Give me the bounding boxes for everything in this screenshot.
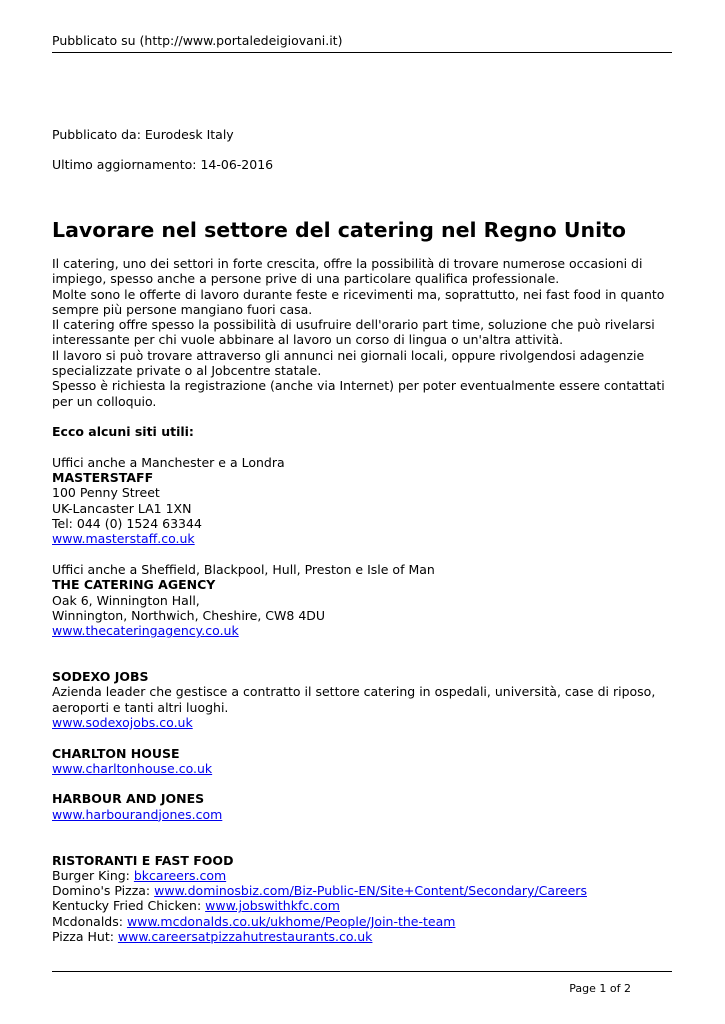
- kfc-link[interactable]: www.jobswithkfc.com: [205, 898, 340, 914]
- list-item: [52, 914, 672, 929]
- header-divider: [52, 52, 672, 53]
- brand-label: Kentucky Fried Chicken:: [52, 898, 206, 914]
- company-name: SODEXO JOBS: [52, 669, 149, 685]
- sodexo-link[interactable]: www.sodexojobs.co.uk: [52, 714, 193, 730]
- mcdonalds-link[interactable]: www.mcdonalds.co.uk/ukhome/People/Join-the-team: [126, 913, 456, 929]
- company-name: HARBOUR AND JONES: [52, 791, 205, 807]
- published-by: Pubblicato da: Eurodesk Italy: [52, 127, 234, 142]
- catering-agency-block: [52, 562, 672, 638]
- telephone: Tel: 044 (0) 1524 63344: [52, 516, 202, 532]
- harbour-block: [52, 791, 672, 822]
- paragraph: Il catering, uno dei settori in forte crescita, offre la possibilità di trovare numerose occasioni di impiego, spesso anche a persone prive di una particolare qualifica professionale.: [52, 256, 643, 287]
- burger-king-link[interactable]: bkcareers.com: [133, 867, 227, 883]
- masterstaff-link[interactable]: www.masterstaff.co.uk: [52, 531, 195, 547]
- brand-label: Pizza Hut:: [52, 929, 118, 945]
- dominos-link[interactable]: www.dominosbiz.com/Biz-Public-EN/Site+Content/Secondary/Careers: [154, 883, 587, 899]
- brand-label: Mcdonalds:: [52, 913, 127, 929]
- address-line: Oak 6, Winnington Hall,: [52, 592, 200, 608]
- brand-label: Burger King:: [52, 867, 134, 883]
- paragraph: Il catering offre spesso la possibilità di usufruire dell'orario part time, soluzione che può rivelarsi interessante per chi vuole abbinare al lavoro un corso di lingua o un'altra attività.: [52, 317, 655, 348]
- harbour-link[interactable]: www.harbourandjones.com: [52, 806, 223, 822]
- page-number: Page 1 of 2: [569, 982, 631, 995]
- page-header-source: Pubblicato su (http://www.portaledeigiovani.it): [52, 33, 343, 48]
- last-update: Ultimo aggiornamento: 14-06-2016: [52, 157, 274, 172]
- charlton-link[interactable]: www.charltonhouse.co.uk: [52, 760, 213, 776]
- list-item: [52, 883, 672, 898]
- office-note: Uffici anche a Manchester e a Londra: [52, 454, 285, 470]
- office-note: Uffici anche a Sheffield, Blackpool, Hull, Preston e Isle of Man: [52, 561, 435, 577]
- list-item: [52, 898, 672, 913]
- useful-sites-heading: Ecco alcuni siti utili:: [52, 424, 194, 440]
- company-name: MASTERSTAFF: [52, 470, 154, 486]
- masterstaff-block: [52, 455, 672, 547]
- footer-divider: [52, 971, 672, 972]
- address-line: Winnington, Northwich, Cheshire, CW8 4DU: [52, 607, 326, 623]
- paragraph: Spesso è richiesta la registrazione (anche via Internet) per poter eventualmente essere contattati per un colloquio.: [52, 378, 665, 409]
- fast-food-heading: RISTORANTI E FAST FOOD: [52, 852, 234, 868]
- paragraph: Molte sono le offerte di lavoro durante feste e ricevimenti ma, soprattutto, nei fast food in quanto sempre più persone mangiano fuori casa.: [52, 286, 665, 317]
- article-title: Lavorare nel settore del catering nel Regno Unito: [52, 218, 626, 242]
- charlton-block: [52, 746, 672, 777]
- catering-agency-link[interactable]: www.thecateringagency.co.uk: [52, 623, 239, 639]
- sodexo-block: [52, 669, 672, 730]
- list-item: [52, 868, 672, 883]
- list-item: [52, 929, 672, 944]
- address-line: UK-Lancaster LA1 1XN: [52, 500, 192, 516]
- fast-food-block: [52, 853, 672, 945]
- company-name: THE CATERING AGENCY: [52, 577, 216, 593]
- company-name: CHARLTON HOUSE: [52, 745, 180, 761]
- address-line: 100 Penny Street: [52, 485, 160, 501]
- pizza-hut-link[interactable]: www.careersatpizzahutrestaurants.co.uk: [117, 929, 373, 945]
- brand-label: Domino's Pizza:: [52, 883, 155, 899]
- company-description: Azienda leader che gestisce a contratto il settore catering in ospedali, università, case di riposo, aeroporti e tanti altri luoghi.: [52, 684, 656, 715]
- article-body: [52, 256, 672, 944]
- paragraph: Il lavoro si può trovare attraverso gli annunci nei giornali locali, oppure rivolgendosi adagenzie specializzate private o al Jobcentre statale.: [52, 347, 645, 379]
